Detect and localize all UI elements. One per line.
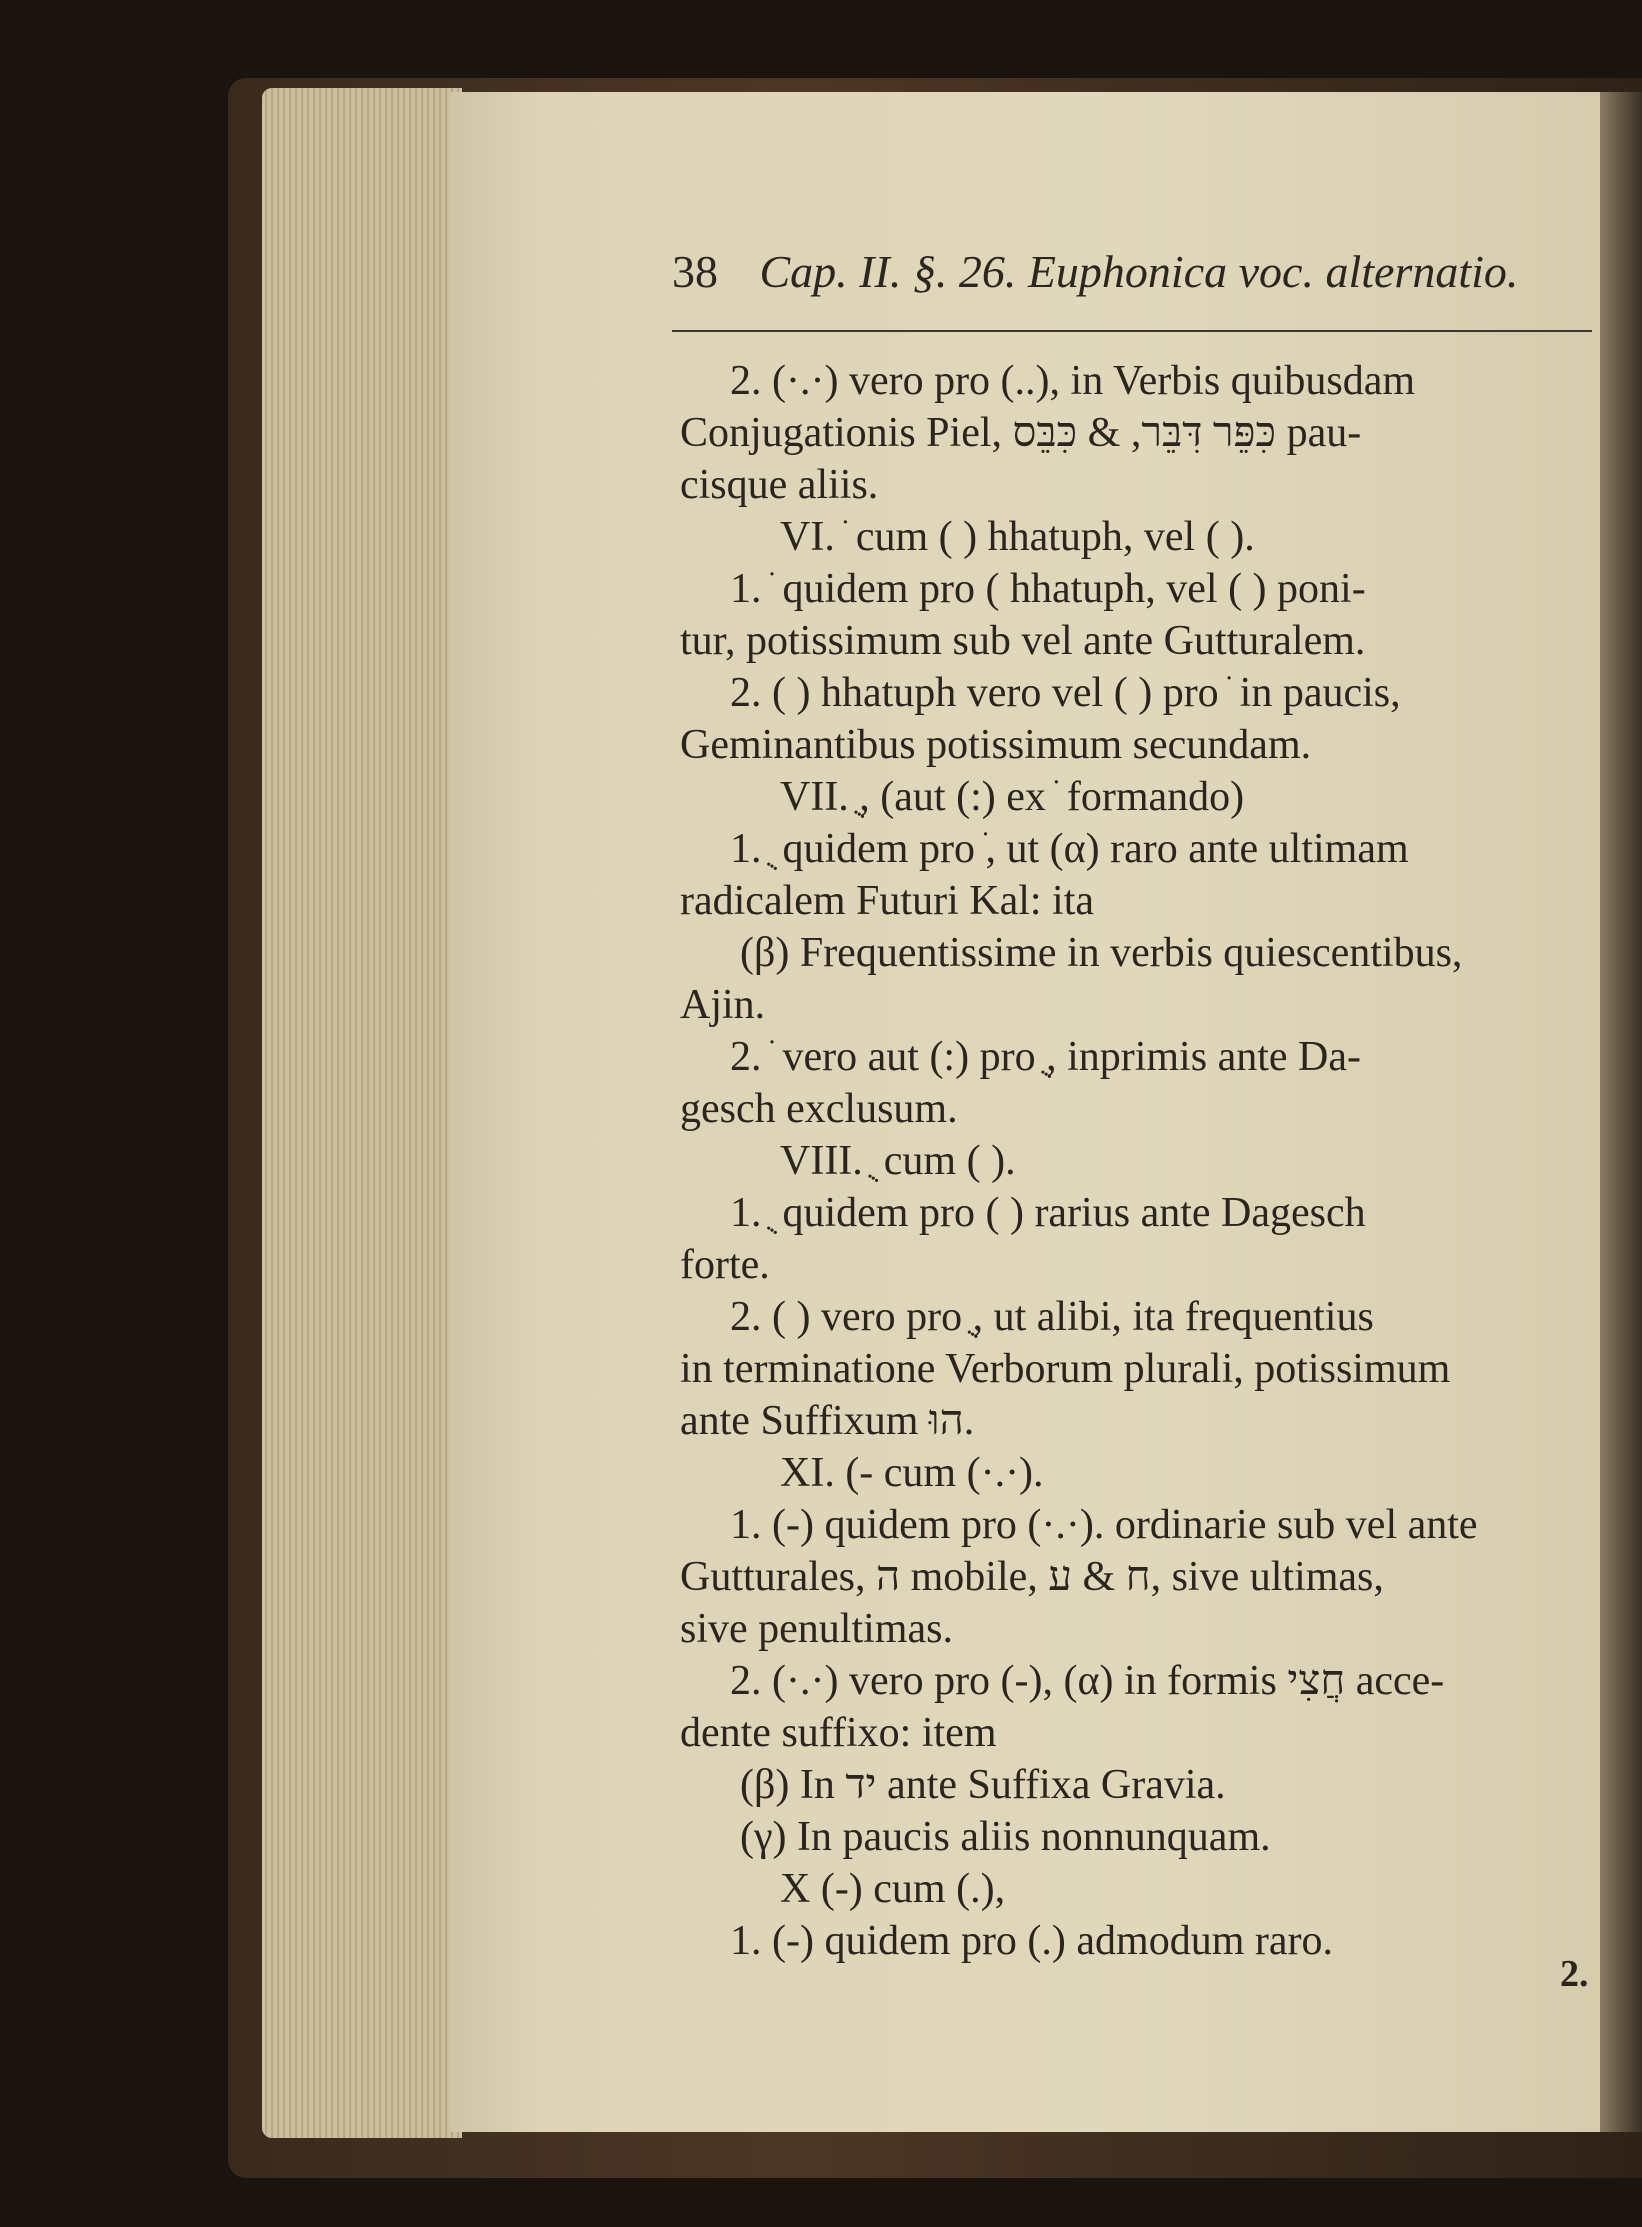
text-line: 2. ( ) vero pro ֻ, ut alibi, ita frequentius [730, 1294, 1374, 1340]
catchword: 2. [1560, 1953, 1589, 1995]
section-heading: VIII. ֻ cum ( ). [780, 1138, 1016, 1184]
text-line: Ajin. [680, 982, 766, 1028]
page-body [680, 355, 1600, 1967]
section-heading: XI. (- cum (·.·). [780, 1450, 1044, 1496]
text-line: 1. ֻ quidem pro ( ) rarius ante Dagesch [730, 1190, 1366, 1236]
text-line: cisque aliis. [680, 462, 879, 508]
text-line: sive penultimas. [680, 1606, 953, 1652]
text-line: 2. (·.·) vero pro (..), in Verbis quibusdam [730, 358, 1416, 404]
section-heading: X (-) cum (.), [780, 1866, 1006, 1912]
text-line: (γ) In paucis aliis nonnunquam. [740, 1814, 1271, 1860]
text-line: (β) Frequentissime in verbis quiescentibus, [740, 930, 1463, 976]
text-line: dente suffixo: item [680, 1710, 997, 1756]
text-line: 1. (-) quidem pro (.) admodum raro. [730, 1918, 1333, 1964]
facing-page-edge [1600, 92, 1642, 2132]
text-line: (β) In יד ante Suffixa Gravia. [740, 1762, 1226, 1808]
header-title: Cap. II. §. 26. Euphonica voc. alternatio. [759, 246, 1519, 297]
text-line: Gutturales, ה mobile, ח & ע, sive ultimas, [680, 1554, 1384, 1600]
text-line: Conjugationis Piel, כִּפֵּר דִּבֵּר, & כִּבֵּס pau- [680, 410, 1362, 456]
text-line: 1. (-) quidem pro (·.·). ordinarie sub vel ante [730, 1502, 1478, 1548]
header-rule [672, 330, 1592, 332]
text-line: 1. ֹ quidem pro ( hhatuph, vel ( ) poni- [730, 566, 1366, 612]
section-heading: VII. ֻ, (aut (:) ex ֹ formando) [780, 774, 1245, 820]
text-line: 1. ֻ quidem pro ֹ, ut (α) raro ante ultimam [730, 826, 1409, 872]
page-edges [262, 88, 462, 2138]
text-line: in terminatione Verborum plurali, potissimum [680, 1346, 1451, 1392]
text-line: 2. (·.·) vero pro (-), (α) in formis חֲצִי acce- [730, 1658, 1445, 1704]
text-line: tur, potissimum sub vel ante Gutturalem. [680, 618, 1366, 664]
text-line: 2. ֹ vero aut (:) pro ֻ, inprimis ante Da- [730, 1034, 1361, 1080]
text-line: radicalem Futuri Kal: ita [680, 878, 1095, 924]
text-line: ante Suffixum הוּ. [680, 1398, 975, 1444]
running-header [672, 245, 1572, 305]
section-heading: VI. ֹ cum ( ) hhatuph, vel ( ). [780, 514, 1255, 560]
text-line: Geminantibus potissimum secundam. [680, 722, 1312, 768]
page-number: 38 [672, 246, 718, 297]
text-line: forte. [680, 1242, 770, 1288]
text-line: 2. ( ) hhatuph vero vel ( ) pro ֹ in paucis, [730, 670, 1401, 716]
text-line: gesch exclusum. [680, 1086, 958, 1132]
